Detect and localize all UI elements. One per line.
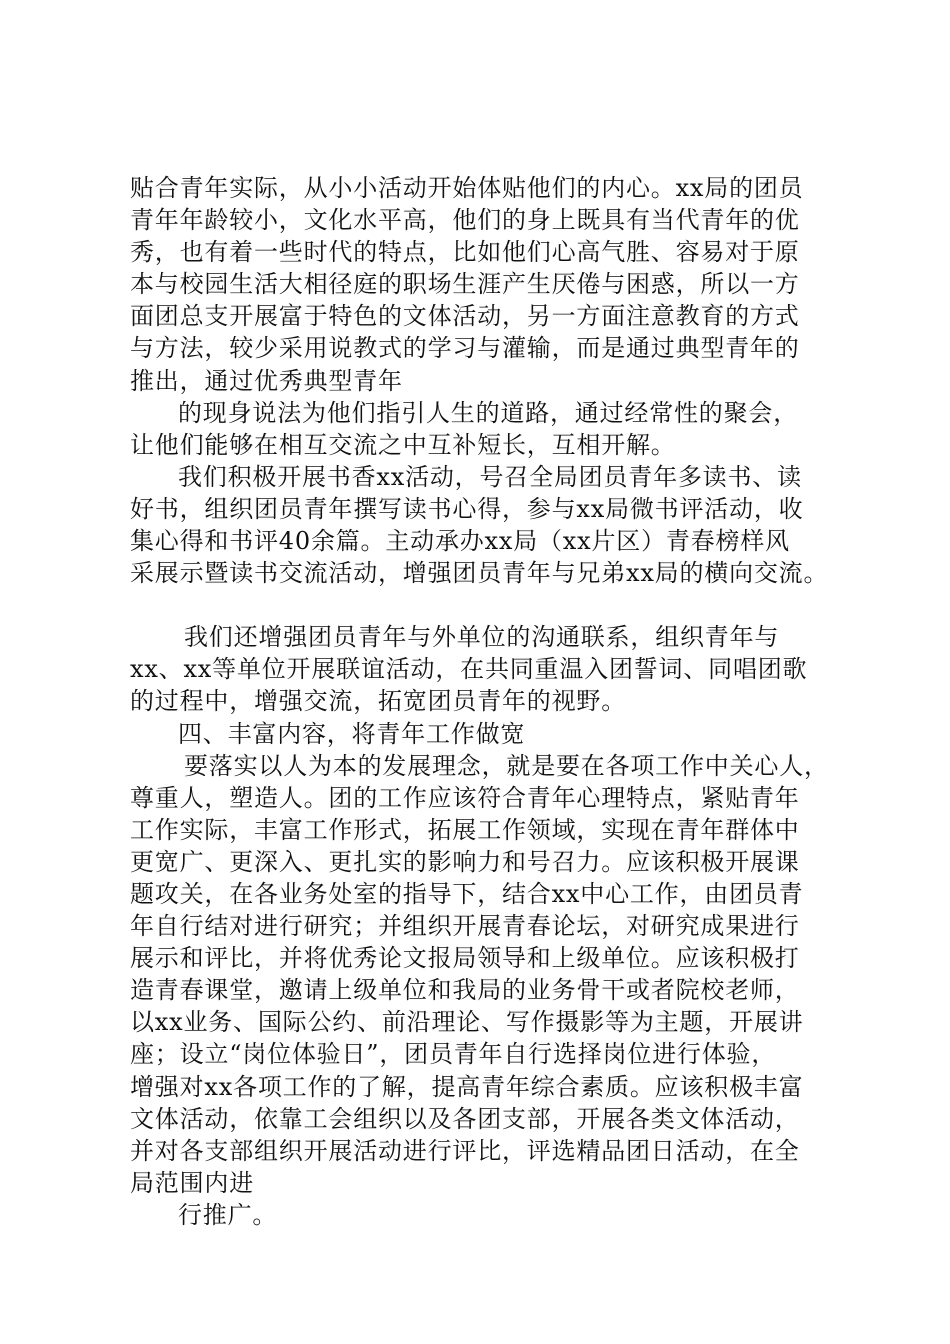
text-line: 题攻关，在各业务处室的指导下，结合xx中心工作，由团员青 xyxy=(130,879,804,908)
text-line: 并对各支部组织开展活动进行评比，评选精品团日活动，在全 xyxy=(130,1136,800,1165)
text-line: 局范围内进 xyxy=(130,1168,254,1197)
paragraph-role-models xyxy=(130,397,830,461)
text-line: 展示和评比，并将优秀论文报局领导和上级单位。应该积极打 xyxy=(130,944,800,973)
text-line: xx、xx等单位开展联谊活动，在共同重温入团誓词、同唱团歌 xyxy=(130,655,808,684)
text-line: 让他们能够在相互交流之中互补短长，互相开解。 xyxy=(130,430,676,459)
text-line: 要落实以人为本的发展理念，就是要在各项工作中关心人， xyxy=(184,751,829,780)
text-line: 面团总支开展富于特色的文体活动，另一方面注意教育的方式 xyxy=(130,302,800,331)
text-line: 尊重人，塑造人。团的工作应该符合青年心理特点，紧贴青年 xyxy=(130,783,800,812)
paragraph-external-liaison xyxy=(130,621,830,717)
text-line: 工作实际，丰富工作形式，拓展工作领域，实现在青年群体中 xyxy=(130,815,800,844)
paragraph-reading-activity xyxy=(130,461,830,589)
text-line: 的现身说法为他们指引人生的道路，通过经常性的聚会， xyxy=(178,398,798,427)
paragraph-spacer xyxy=(130,589,830,621)
text-line: 增强对xx各项工作的了解，提高青年综合素质。应该积极丰富 xyxy=(130,1072,804,1101)
text-line: 推出，通过优秀典型青年 xyxy=(130,366,403,395)
text-line: 年自行结对进行研究；并组织开展青春论坛，对研究成果进行 xyxy=(130,912,800,941)
text-line: 贴合青年实际，从小小活动开始体贴他们的内心。xx局的团员 xyxy=(130,174,804,202)
text-line: 行推广。 xyxy=(178,1200,278,1229)
heading-text: 四、丰富内容，将青年工作做宽 xyxy=(178,719,526,748)
text-line: 我们积极开展书香xx活动，号召全局团员青年多读书、读 xyxy=(178,462,802,491)
text-line: 更宽广、更深入、更扎实的影响力和号召力。应该积极开展课 xyxy=(130,847,800,876)
text-line: 我们还增强团员青年与外单位的沟通联系，组织青年与 xyxy=(184,623,780,652)
text-line: 好书，组织团员青年撰写读书心得，参与xx局微书评活动，收 xyxy=(130,494,804,523)
text-line: 文体活动，依靠工会组织以及各团支部，开展各类文体活动， xyxy=(130,1104,800,1133)
text-line: 座；设立“岗位体验日”，团员青年自行选择岗位进行体验， xyxy=(130,1040,777,1069)
text-line: 集心得和书评40余篇。主动承办xx局（xx片区）青春榜样风 xyxy=(130,527,790,556)
text-line: 造青春课堂，邀请上级单位和我局的业务骨干或者院校老师， xyxy=(130,976,800,1005)
paragraph-enrich-content xyxy=(130,750,830,1199)
text-line: 秀，也有着一些时代的特点，比如他们心高气胜、容易对于原 xyxy=(130,238,800,267)
text-line: 青年年龄较小，文化水平高，他们的身上既具有当代青年的优 xyxy=(130,206,800,235)
paragraph-youth-activities xyxy=(130,172,830,397)
text-line: 本与校园生活大相径庭的职场生涯产生厌倦与困惑，所以一方 xyxy=(130,270,800,299)
text-line: 与方法，较少采用说教式的学习与灌输，而是通过典型青年的 xyxy=(130,334,800,363)
text-line: 以xx业务、国际公约、前沿理论、写作摄影等为主题，开展讲 xyxy=(130,1008,804,1037)
document-body xyxy=(130,172,830,1231)
text-line: 采展示暨读书交流活动，增强团员青年与兄弟xx局的横向交流。 xyxy=(130,559,829,588)
section-heading xyxy=(130,718,830,750)
paragraph-closing xyxy=(130,1199,830,1231)
text-line: 的过程中，增强交流，拓宽团员青年的视野。 xyxy=(130,687,626,716)
